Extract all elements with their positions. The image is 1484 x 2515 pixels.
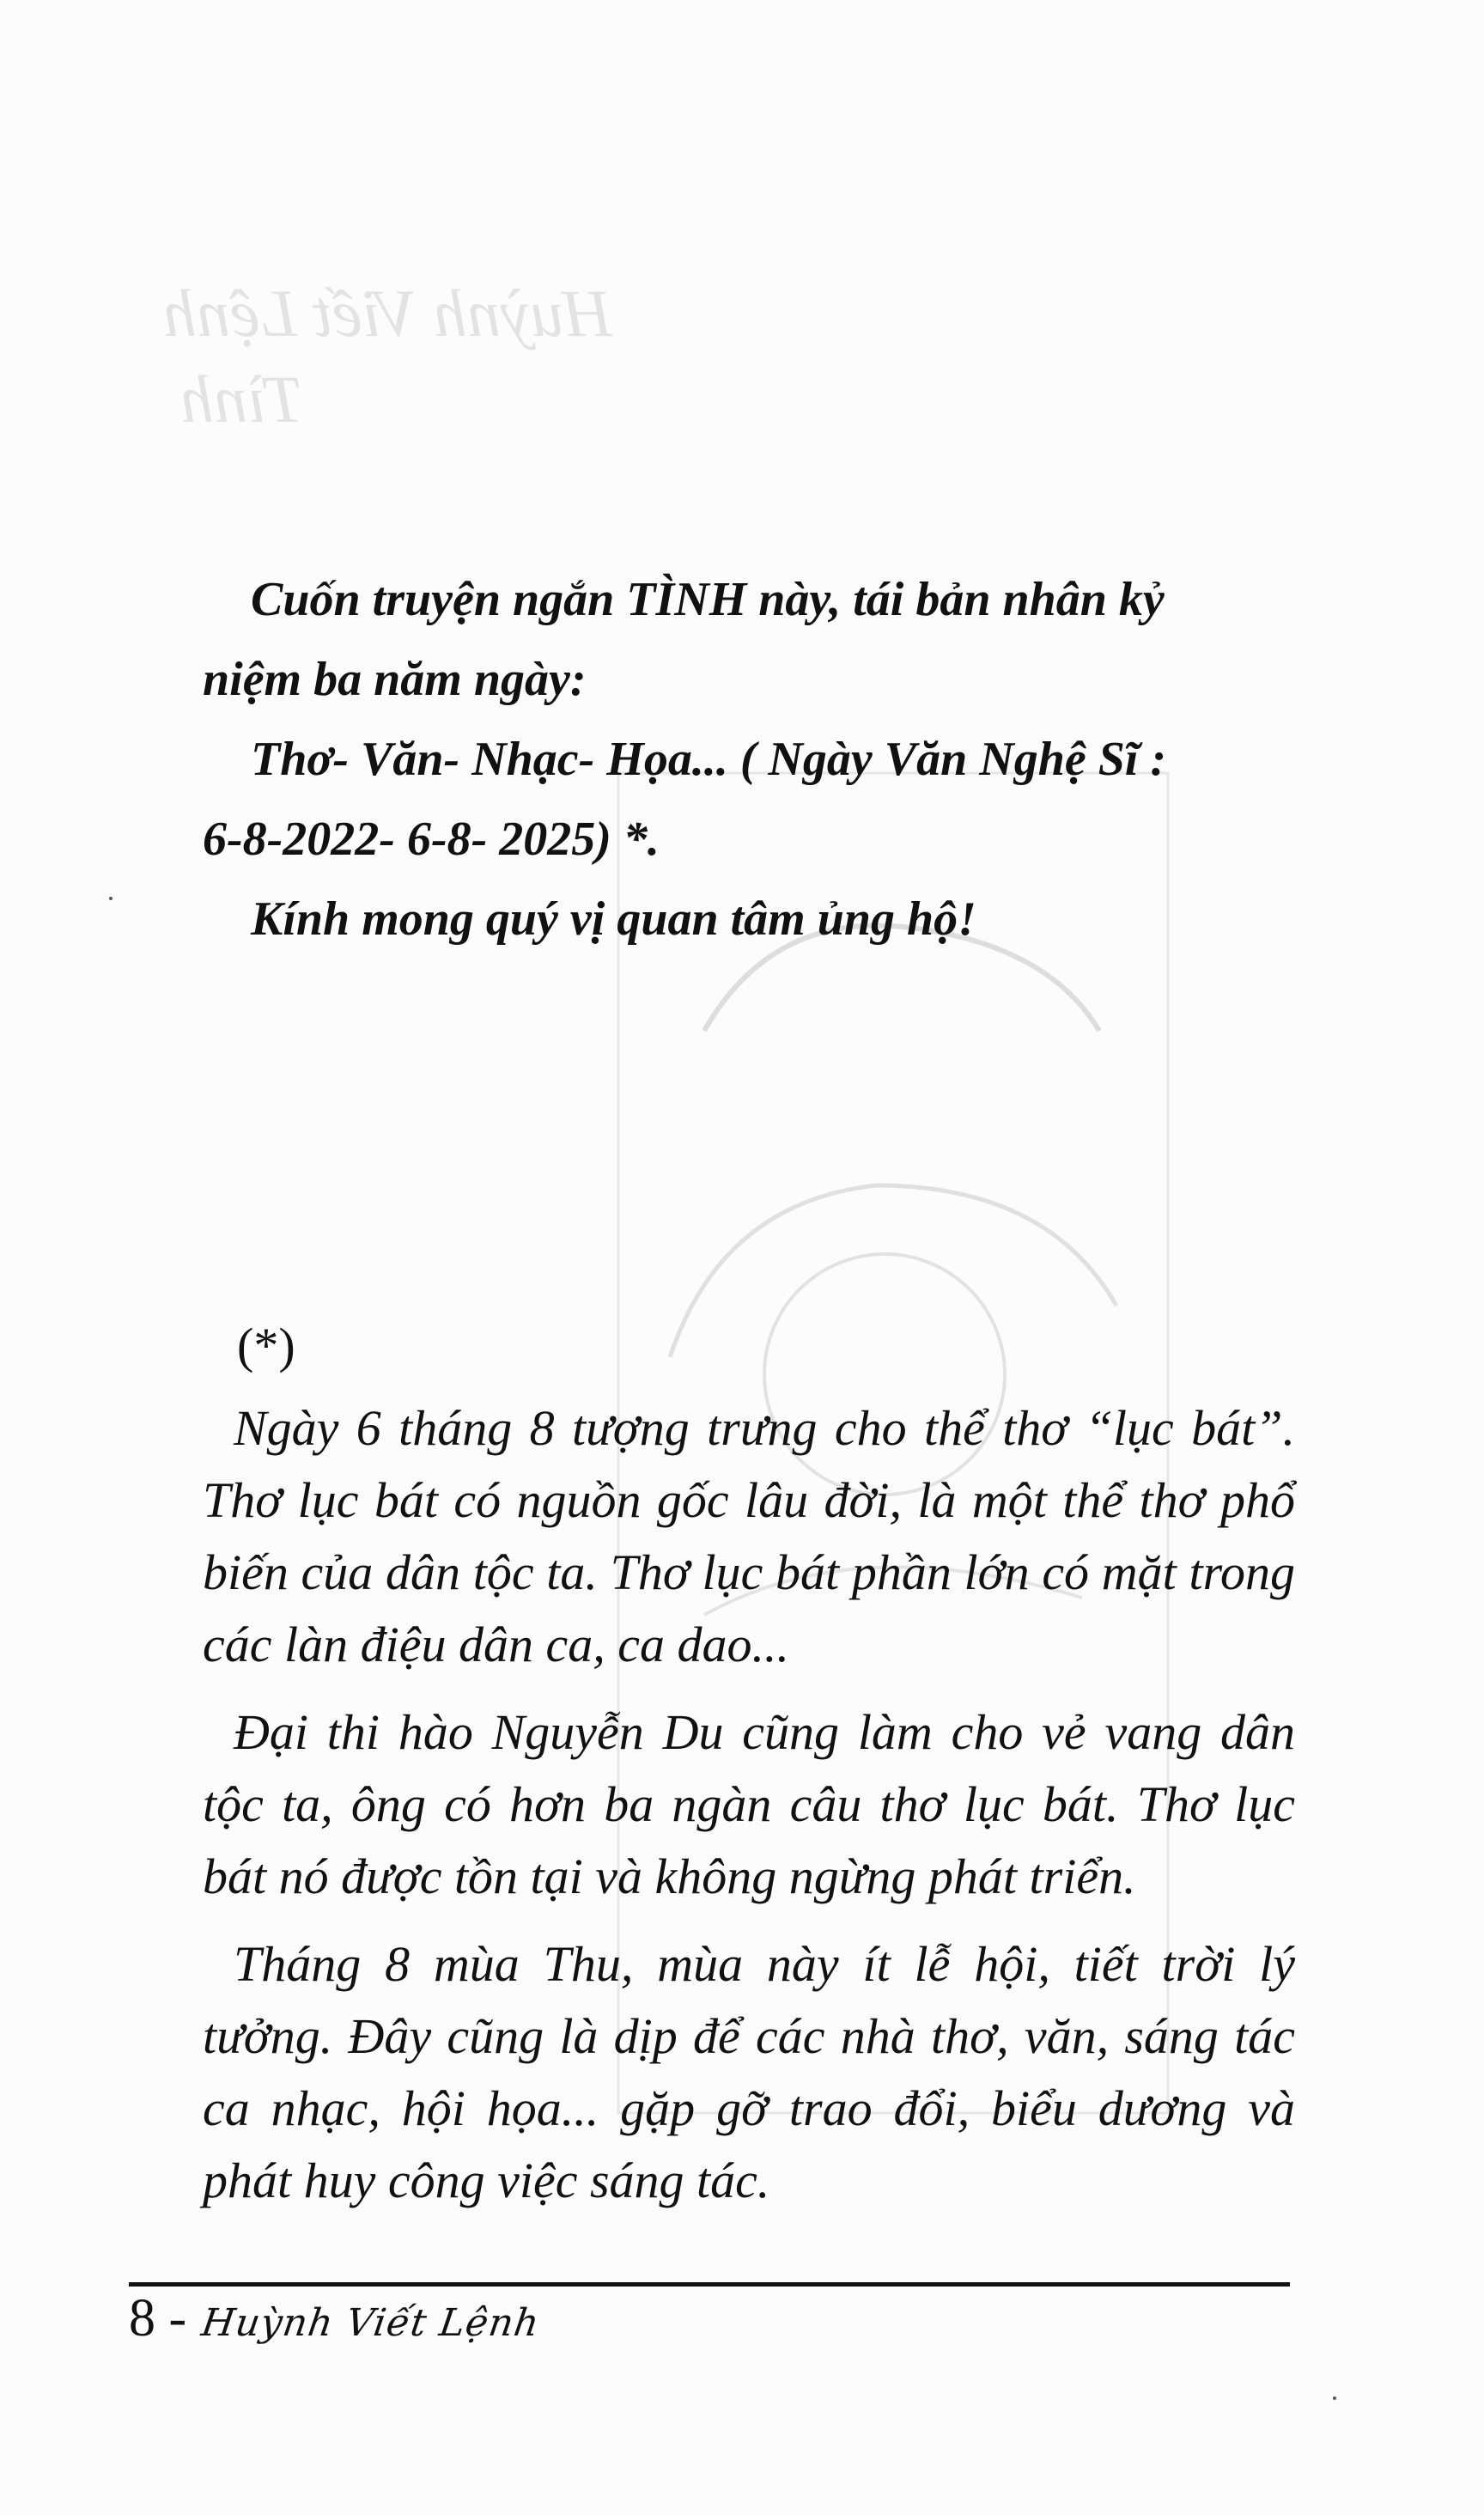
- footnote: [203, 1310, 1295, 2232]
- page-number: 8 -: [129, 2289, 187, 2348]
- show-through-author: Huỳnh Viết Lệnh: [163, 276, 612, 350]
- paper-speck: [1333, 2396, 1336, 2400]
- footnote-paragraph: Ngày 6 tháng 8 tượng trưng cho thể thơ “lục bát”. Thơ lục bát có nguồn gốc lâu đời, là một thể thơ phổ biến của dân tộc ta. Thơ lục bát phần lớn có mặt trong các làn điệu dân ca, ca dao...: [203, 1400, 1295, 1672]
- dedication: [203, 560, 1336, 959]
- dedication-line: Thơ- Văn- Nhạc- Họa... ( Ngày Văn Nghệ Sĩ :: [251, 733, 1167, 786]
- dedication-line: niệm ba năm ngày:: [203, 653, 587, 706]
- footer-rule: [129, 2282, 1290, 2287]
- paper-speck: [109, 897, 113, 900]
- dedication-line: Kính mong quý vị quan tâm ủng hộ!: [251, 892, 976, 946]
- footnote-paragraph: Tháng 8 mùa Thu, mùa này ít lễ hội, tiết trời lý tưởng. Đây cũng là dịp để các nhà thơ, văn, sáng tác ca nhạc, hội họa... gặp gỡ trao đổi, biểu dương và phát huy công việc sáng tác.: [203, 1936, 1295, 2208]
- dedication-line: Cuốn truyện ngắn TÌNH này, tái bản nhân kỷ: [251, 573, 1165, 626]
- dedication-line: 6-8-2022- 6-8- 2025) *.: [203, 813, 660, 866]
- show-through-title: Tình: [180, 362, 304, 436]
- footnote-paragraph: Đại thi hào Nguyễn Du cũng làm cho vẻ vang dân tộc ta, ông có hơn ba ngàn câu thơ lục bát. Thơ lục bát nó được tồn tại và không ngừng phát triển.: [203, 1704, 1295, 1904]
- page-footer: [129, 2288, 543, 2366]
- footnote-marker: (*): [237, 1318, 295, 1373]
- running-author: Huỳnh Viết Lệnh: [198, 2301, 543, 2345]
